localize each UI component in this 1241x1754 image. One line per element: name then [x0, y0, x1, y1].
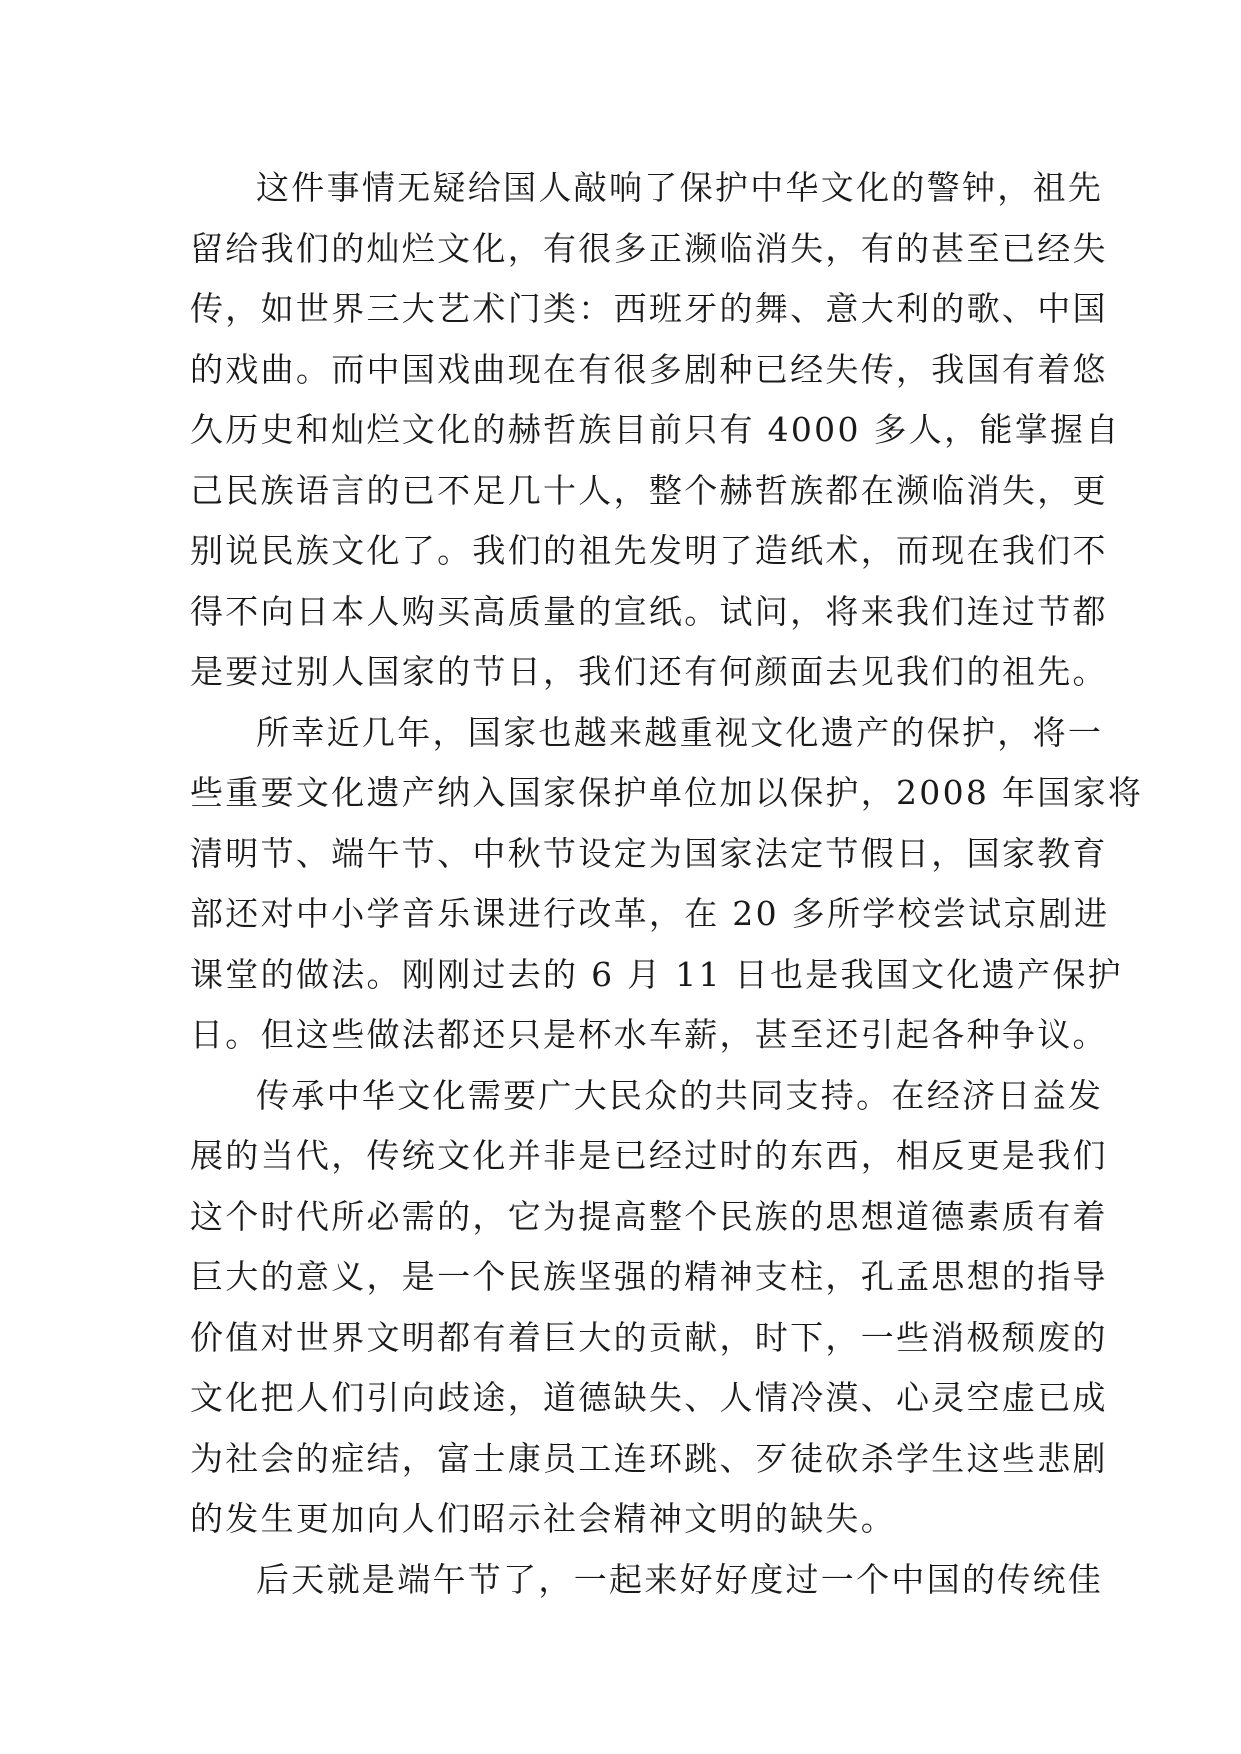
text-line: 留给我们的灿烂文化，有很多正濒临消失，有的甚至已经失 [190, 228, 1108, 268]
text-line: 的发生更加向人们昭示社会精神文明的缺失。 [190, 1499, 896, 1538]
text-line: 日。但这些做法都还只是杯水车薪，甚至还引起各种争议。 [190, 1015, 1108, 1054]
text-line: 文化把人们引向歧途，道德缺失、人情冷漠、心灵空虚已成 [190, 1378, 1108, 1417]
paragraph [190, 703, 1144, 1066]
text-line: 这个时代所必需的，它为提高整个民族的思想道德素质有着 [190, 1196, 1108, 1236]
text-line: 课堂的做法。刚刚过去的 6 月 11 日也是我国文化遗产保护 [190, 954, 1123, 994]
text-line: 后天就是端午节了，一起来好好度过一个中国的传统佳 [256, 1559, 1104, 1599]
text-line: 是要过别人国家的节日，我们还有何颜面去见我们的祖先。 [190, 652, 1108, 691]
text-line: 得不向日本人购买高质量的宣纸。试问，将来我们连过节都 [190, 591, 1108, 631]
text-line: 己民族语言的已不足几十人，整个赫哲族都在濒临消失，更 [190, 470, 1108, 510]
text-line: 价值对世界文明都有着巨大的贡献，时下，一些消极颓废的 [190, 1317, 1108, 1357]
text-line: 久历史和灿烂文化的赫哲族目前只有 4000 多人，能掌握自 [190, 410, 1121, 449]
paragraph [190, 1066, 1108, 1550]
text-line: 为社会的症结，富士康员工连环跳、歹徒砍杀学生这些悲剧 [190, 1438, 1108, 1478]
text-line: 巨大的意义，是一个民族坚强的精神支柱，孔孟思想的指导 [190, 1257, 1108, 1296]
text-line: 传承中华文化需要广大民众的共同支持。在经济日益发 [256, 1075, 1104, 1115]
document-body [190, 158, 1144, 1610]
text-line: 部还对中小学音乐课进行改革，在 20 多所学校尝试京剧进 [190, 894, 1110, 933]
text-line: 清明节、端午节、中秋节设定为国家法定节假日，国家教育 [190, 833, 1108, 873]
paragraph [190, 1550, 1104, 1611]
text-line: 的戏曲。而中国戏曲现在有很多剧种已经失传，我国有着悠 [190, 349, 1108, 389]
text-line: 这件事情无疑给国人敲响了保护中华文化的警钟，祖先 [256, 168, 1104, 207]
text-line: 传，如世界三大艺术门类：西班牙的舞、意大利的歌、中国 [190, 289, 1108, 328]
text-line: 所幸近几年，国家也越来越重视文化遗产的保护，将一 [256, 712, 1104, 752]
text-line: 些重要文化遗产纳入国家保护单位加以保护，2008 年国家将 [190, 773, 1144, 812]
paragraph [190, 158, 1121, 703]
text-line: 展的当代，传统文化并非是已经过时的东西，相反更是我们 [190, 1136, 1108, 1175]
text-line: 别说民族文化了。我们的祖先发明了造纸术，而现在我们不 [190, 531, 1108, 570]
